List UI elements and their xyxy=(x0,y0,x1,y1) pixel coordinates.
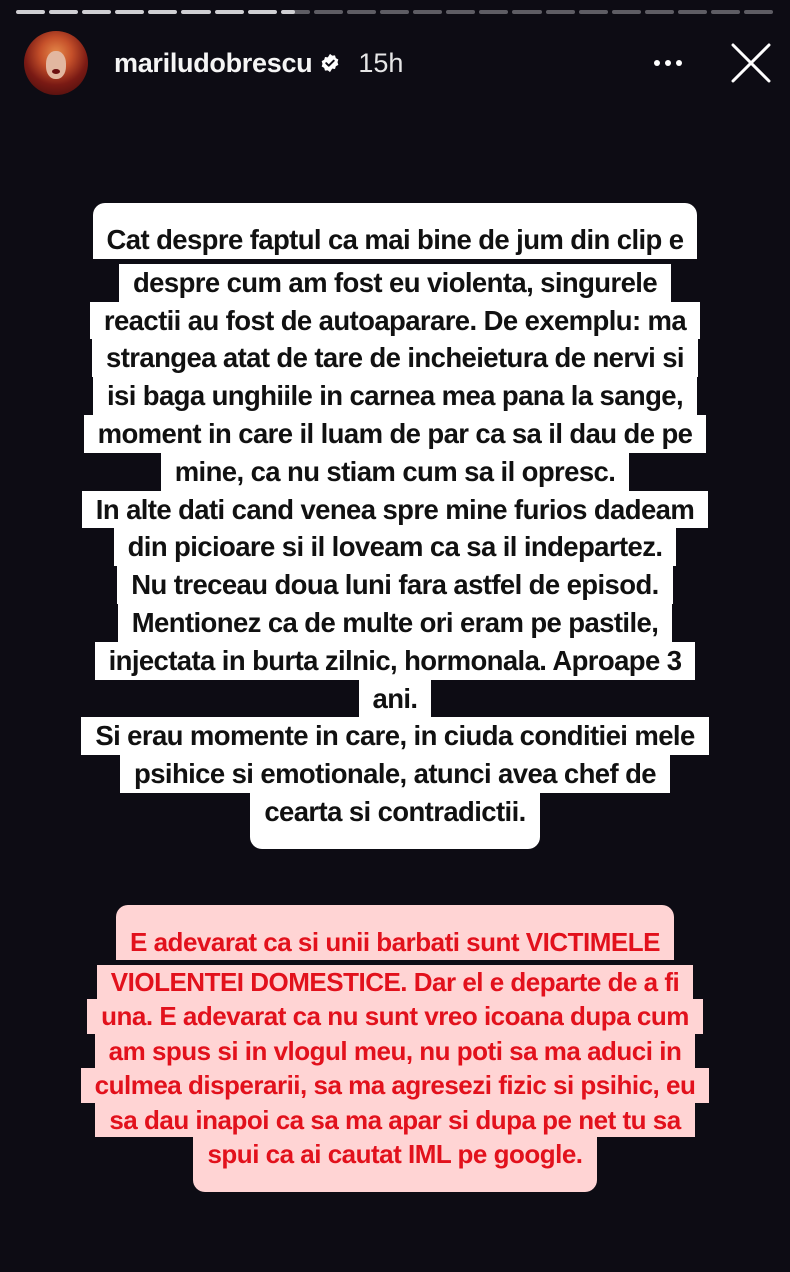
progress-segment xyxy=(148,10,177,14)
avatar-mouth xyxy=(52,69,60,74)
text-line-content: E adevarat ca si unii barbati sunt VICTIMELE xyxy=(116,905,674,960)
text-line-content: culmea disperarii, sa ma agresezi fizic si psihic, eu xyxy=(81,1068,710,1103)
text-line xyxy=(0,793,790,831)
progress-fill xyxy=(49,10,78,14)
text-line xyxy=(0,717,790,755)
text-line-content: injectata in burta zilnic, hormonala. Aproape 3 xyxy=(95,642,696,680)
text-line xyxy=(0,264,790,302)
progress-fill xyxy=(82,10,111,14)
text-line xyxy=(0,491,790,529)
text-line-content: In alte dati cand venea spre mine furios dadeam xyxy=(82,491,708,529)
story-text-white-block xyxy=(0,203,790,831)
progress-segment xyxy=(215,10,244,14)
progress-segment xyxy=(711,10,740,14)
progress-fill xyxy=(16,10,45,14)
text-line-content: moment in care il luam de par ca sa il dau de pe xyxy=(84,415,707,453)
progress-fill xyxy=(181,10,210,14)
progress-fill xyxy=(215,10,244,14)
progress-segment xyxy=(744,10,773,14)
text-line-content: VIOLENTEI DOMESTICE. Dar el e departe de a fi xyxy=(97,965,693,1000)
text-line-content: mine, ca nu stiam cum sa il opresc. xyxy=(161,453,630,491)
text-line-content: cearta si contradictii. xyxy=(250,793,539,849)
username[interactable]: mariludobrescu xyxy=(114,47,313,78)
progress-segment xyxy=(314,10,343,14)
text-line xyxy=(0,453,790,491)
ellipsis-icon xyxy=(654,60,660,66)
text-line xyxy=(0,203,790,264)
progress-segment xyxy=(16,10,45,14)
ellipsis-icon xyxy=(665,60,671,66)
progress-segment xyxy=(579,10,608,14)
progress-fill xyxy=(115,10,144,14)
text-line-content: isi baga unghiile in carnea mea pana la sange, xyxy=(93,377,697,415)
story-progress-bar xyxy=(16,10,773,15)
progress-fill xyxy=(148,10,177,14)
ellipsis-icon xyxy=(676,60,682,66)
progress-segment xyxy=(380,10,409,14)
text-line xyxy=(0,999,790,1034)
progress-segment xyxy=(546,10,575,14)
text-line xyxy=(0,680,790,718)
progress-fill xyxy=(281,10,296,14)
post-time: 15h xyxy=(358,47,404,78)
text-line-content: psihice si emotionale, atunci avea chef de xyxy=(120,755,670,793)
progress-segment xyxy=(678,10,707,14)
progress-segment xyxy=(612,10,641,14)
progress-segment xyxy=(281,10,310,14)
text-line xyxy=(0,415,790,453)
text-line xyxy=(0,965,790,1000)
text-line xyxy=(0,339,790,377)
text-line-content: strangea atat de tare de incheietura de nervi si xyxy=(92,339,698,377)
text-line-content: Cat despre faptul ca mai bine de jum din clip e xyxy=(93,203,698,259)
story-header xyxy=(24,30,772,96)
text-line xyxy=(0,302,790,340)
text-line-content: din picioare si il loveam ca sa il indepartez. xyxy=(114,528,677,566)
progress-segment xyxy=(82,10,111,14)
text-line-content: spui ca ai cautat IML pe google. xyxy=(193,1137,596,1192)
text-line xyxy=(0,905,790,965)
text-line xyxy=(0,604,790,642)
text-line xyxy=(0,642,790,680)
story-text-pink-block xyxy=(0,905,790,1172)
text-line-content: ani. xyxy=(359,680,432,718)
progress-segment xyxy=(49,10,78,14)
text-line-content: despre cum am fost eu violenta, singurele xyxy=(119,264,671,302)
progress-segment xyxy=(479,10,508,14)
progress-segment xyxy=(347,10,376,14)
verified-badge-icon xyxy=(320,53,340,73)
text-line-content: reactii au fost de autoaparare. De exemplu: ma xyxy=(90,302,700,340)
progress-segment xyxy=(413,10,442,14)
text-line-content: am spus si in vlogul meu, nu poti sa ma aduci in xyxy=(95,1034,696,1069)
text-line xyxy=(0,1103,790,1138)
progress-segment xyxy=(512,10,541,14)
avatar[interactable] xyxy=(24,31,88,95)
text-line-content: Nu treceau doua luni fara astfel de episod. xyxy=(117,566,672,604)
text-line-content: sa dau inapoi ca sa ma apar si dupa pe net tu sa xyxy=(95,1103,694,1138)
text-line xyxy=(0,566,790,604)
text-line xyxy=(0,528,790,566)
progress-segment xyxy=(181,10,210,14)
text-line xyxy=(0,1137,790,1172)
text-line-content: una. E adevarat ca nu sunt vreo icoana dupa cum xyxy=(87,999,703,1034)
close-icon[interactable] xyxy=(730,42,772,84)
avatar-face xyxy=(46,51,66,79)
more-options-button[interactable] xyxy=(654,60,682,66)
progress-segment xyxy=(645,10,674,14)
progress-segment xyxy=(248,10,277,14)
text-line xyxy=(0,1034,790,1069)
text-line xyxy=(0,377,790,415)
progress-segment xyxy=(446,10,475,14)
progress-segment xyxy=(115,10,144,14)
progress-fill xyxy=(248,10,277,14)
text-line xyxy=(0,1068,790,1103)
text-line xyxy=(0,755,790,793)
text-line-content: Mentionez ca de multe ori eram pe pastile, xyxy=(118,604,672,642)
text-line-content: Si erau momente in care, in ciuda conditiei mele xyxy=(81,717,708,755)
